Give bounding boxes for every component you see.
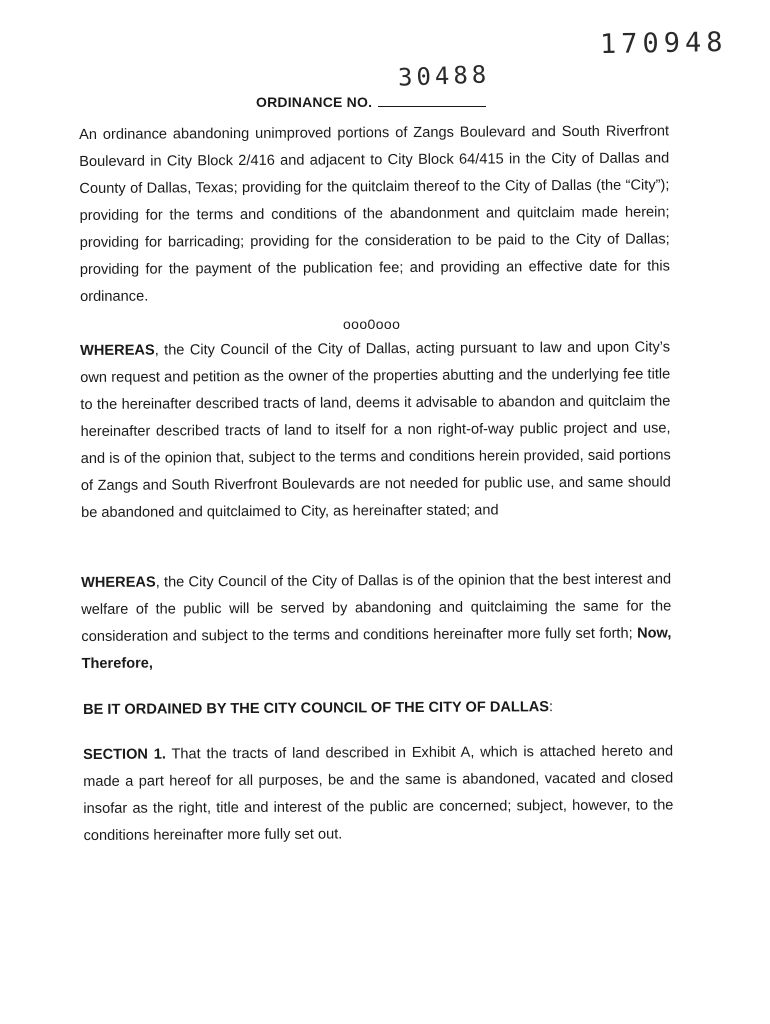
section-1-paragraph (83, 738, 674, 850)
ordinance-heading (256, 94, 486, 110)
ordinance-heading-label: ORDINANCE NO. (256, 94, 373, 110)
section-separator: ooo0ooo (343, 316, 401, 332)
ordinance-number-stamp: 30488 (397, 60, 491, 92)
whereas-closing: Now, Therefore, (81, 625, 672, 672)
document-number-stamp: 170948 (599, 26, 728, 61)
whereas-paragraph-2 (81, 566, 672, 678)
whereas-text-1: , the City Council of the City of Dallas, acting pursuant to law and upon City’s own request and petition as the owner of the properties abutting and the underlying fee title to the hereinafter described tracts of land, deems it advisable to abandon and quitclaim the hereinafter described tracts of land to itself for a non right-of-way public project and use, and is of the opinion that, subject to the terms and conditions herein provided, said portions of Zangs and South Riverfront Boulevards are not needed for public use, and same should be abandoned and quitclaimed to City, as hereinafter stated; and (80, 339, 671, 521)
whereas-lead-2: WHEREAS (81, 574, 156, 591)
section-1-label: SECTION 1. (83, 746, 166, 763)
whereas-text-2: , the City Council of the City of Dallas is of the opinion that the best interest and welfare of the public will be served by abandoning and quitclaiming the same for the consideration and subject to the terms and conditions hereinafter more fully set forth; (81, 571, 672, 645)
whereas-paragraph-1 (80, 334, 671, 527)
ordained-suffix: : (548, 699, 554, 716)
section-1-text: That the tracts of land described in Exhibit A, which is attached hereto and made a part hereof for all purposes, be and the same is abandoned, vacated and closed insofar as the right, title and interest of the public are concerned; subject, however, to the conditions hereinafter more fully set out. (83, 743, 674, 844)
ordinance-number-blank (378, 105, 486, 107)
ordained-heading (83, 699, 553, 718)
intro-paragraph: An ordinance abandoning unimproved portions of Zangs Boulevard and South Riverfront Boulevard in City Block 2/416 and adjacent to City Block 64/415 in the City of Dallas and County of Dallas, Texas; providing for the quitclaim thereof to the City of Dallas (the “City”); providing for the terms and conditions of the abandonment and quitclaim made herein; providing for barricading; providing for the consideration to be paid to the City of Dallas; providing for the payment of the publication fee; and providing an effective date for this ordinance. (79, 123, 670, 305)
whereas-lead-1: WHEREAS (80, 342, 155, 359)
ordained-text: BE IT ORDAINED BY THE CITY COUNCIL OF THE CITY OF DALLAS (83, 699, 550, 718)
